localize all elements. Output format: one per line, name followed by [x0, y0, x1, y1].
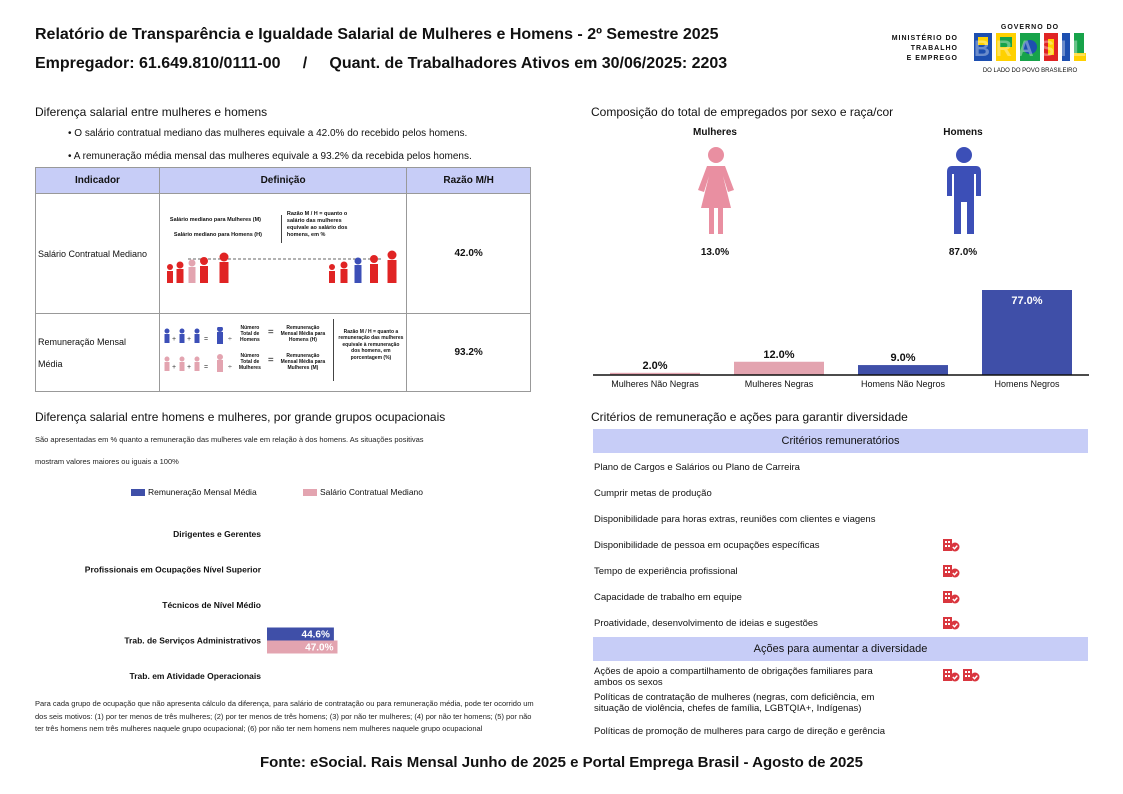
- salary-gap-title: Diferença salarial entre mulheres e homens: [35, 105, 268, 119]
- occupational-bar-chart: [30, 518, 530, 688]
- occupational-bar-label: 47.0%: [305, 642, 334, 654]
- company-check-icon: [942, 538, 960, 552]
- svg-text:+: +: [186, 335, 191, 343]
- composition-category-label: Homens Negros: [994, 379, 1060, 389]
- women-label: Mulheres: [693, 127, 737, 138]
- svg-text:=: =: [203, 335, 208, 343]
- bullet-remuneration: • A remuneração média mensal das mulheres equivale a 93.2% da recebida pelos homens.: [68, 151, 472, 162]
- occupational-footnote: Para cada grupo de ocupação que não apresenta cálculo da diferença, para salário de contratação ou para remuneração média, pode ter ocorrido um dos seis motivos: (1) por ter menos de três mulheres; (2) por ter menos de três homens; (3) por não ter mulheres; (4) por não ter homens; (5) por não ter três homens nem três mulheres naquele grupo ocupacional; (6) por não ter nem homens nem mulheres naquele grupo ocupacional: [35, 699, 534, 733]
- criteria-item: Disponibilidade para horas extras, reuniões com clientes e viagens: [594, 514, 876, 525]
- svg-text:+: +: [186, 363, 191, 371]
- company-check-icon: [942, 668, 960, 682]
- criteria-item: Capacidade de trabalho em equipe: [594, 592, 742, 603]
- composition-title: Composição do total de empregados por sexo e raça/cor: [591, 105, 894, 119]
- indicator-contract: Salário Contratual Mediano: [36, 194, 160, 314]
- company-check-icon: [942, 590, 960, 604]
- company-check-icon: [962, 668, 980, 682]
- composition-bar-chart: [593, 285, 1089, 395]
- svg-text:÷: ÷: [227, 363, 232, 371]
- ratio-contract: 42.0%: [407, 194, 531, 314]
- svg-text:+: +: [171, 363, 176, 371]
- legend-contract: Salário Contratual Mediano: [303, 487, 423, 497]
- occupational-category-label: Trab. em Atividade Operacionais: [129, 671, 261, 681]
- gov-brasil-name: BRASIL: [974, 36, 1092, 61]
- criteria-title: Critérios de remuneração e ações para garantir diversidade: [591, 410, 908, 424]
- composition-svg: [593, 285, 1089, 395]
- composition-bar-label: 77.0%: [1011, 295, 1043, 307]
- men-label: Homens: [943, 127, 983, 138]
- occupational-bar-label: 44.6%: [301, 629, 330, 641]
- criteria-icons: [942, 590, 960, 604]
- ratio-remuneration: 93.2%: [407, 314, 531, 392]
- legend-remuneration-swatch: [131, 489, 145, 496]
- indicator-table: [35, 167, 531, 392]
- criteria-item: Plano de Cargos e Salários ou Plano de Carreira: [594, 462, 800, 473]
- report-title: Relatório de Transparência e Igualdade Salarial de Mulheres e Homens - 2º Semestre 2025: [35, 26, 719, 43]
- header-ratio: Razão M/H: [407, 168, 531, 194]
- employer-line: Empregador: 61.649.810/0111-00 / Quant. de Trabalhadores Ativos em 30/06/2025: 2203: [35, 55, 728, 72]
- company-check-icon: [942, 616, 960, 630]
- woman-icon: [695, 146, 737, 236]
- indicator-remuneration: Remuneração Mensal Média: [36, 314, 160, 392]
- bullet-contract: • O salário contratual mediano das mulheres equivale a 42.0% do recebido pelos homens.: [68, 128, 468, 139]
- legend-contract-swatch: [303, 489, 317, 496]
- header-definition: Definição: [159, 168, 406, 194]
- action-item: Políticas de promoção de mulheres para cargo de direção e gerência: [594, 726, 885, 737]
- occupational-title: Diferença salarial entre homens e mulheres, por grande grupos ocupacionais: [35, 410, 446, 424]
- legend-remuneration: Remuneração Mensal Média: [131, 487, 257, 497]
- occupational-category-label: Técnicos de Nível Médio: [162, 600, 261, 610]
- composition-bar-label: 12.0%: [763, 348, 795, 361]
- svg-text:+: +: [171, 335, 176, 343]
- composition-bar-label: 2.0%: [642, 359, 668, 372]
- criteria-icons: [942, 564, 960, 578]
- occupational-category-label: Dirigentes e Gerentes: [173, 529, 261, 539]
- composition-category-label: Homens Não Negros: [860, 379, 946, 389]
- criteria-item: Tempo de experiência profissional: [594, 566, 738, 577]
- occupational-svg: [30, 518, 530, 688]
- man-icon: [943, 146, 985, 236]
- occupational-note-1: São apresentadas em % quanto a remuneração das mulheres vale em relação à dos homens. As situações positivas: [35, 435, 424, 444]
- occupational-category-label: Trab. de Serviços Administrativos: [124, 635, 261, 646]
- criteria-header: Critérios remuneratórios: [593, 429, 1088, 453]
- criteria-icons: [942, 616, 960, 630]
- people-median-icon: [162, 247, 406, 287]
- men-pct: 87.0%: [948, 247, 978, 258]
- actions-header: Ações para aumentar a diversidade: [593, 637, 1088, 661]
- composition-category-label: Mulheres Negras: [744, 379, 814, 389]
- header-indicator: Indicador: [36, 168, 160, 194]
- action-item: Políticas de contratação de mulheres (negras, com deficiência, em situação de violência, chefes de família, LGBTQIA+, Indígenas): [594, 692, 875, 714]
- source-footer: Fonte: eSocial. Rais Mensal Junho de 2025 e Portal Emprega Brasil - Agosto de 2025: [260, 754, 863, 771]
- company-check-icon: [942, 564, 960, 578]
- criteria-item: Proatividade, desenvolvimento de ideias e sugestões: [594, 618, 818, 629]
- criteria-icons: [942, 538, 960, 552]
- gov-brasil-logo: GOVERNO DO BRASIL DO LADO DO POVO BRASILEIRO: [974, 24, 1092, 74]
- occupational-category-label: Profissionais em Ocupações Nível Superior: [84, 564, 261, 575]
- people-sum-icon: [162, 327, 234, 383]
- composition-bar-label: 9.0%: [890, 352, 916, 365]
- svg-text:÷: ÷: [227, 335, 232, 343]
- women-pct: 13.0%: [700, 247, 730, 258]
- criteria-item: Disponibilidade de pessoa em ocupações específicas: [594, 540, 820, 551]
- ministry-logo-text: MINISTÉRIO DO TRABALHO E EMPREGO: [891, 35, 958, 62]
- criteria-icons: [942, 668, 980, 682]
- action-item: Ações de apoio a compartilhamento de obrigações familiares para ambos os sexos: [594, 666, 873, 688]
- composition-bar: [858, 365, 948, 375]
- composition-category-label: Mulheres Não Negras: [611, 379, 699, 389]
- occupational-note-2: mostram valores maiores ou iguais a 100%: [35, 457, 179, 466]
- definition-remuneration: + + = + + = ÷ ÷ Número Total de Homens = Remuneração Mensal Média para Homens (H) Número Total de Mulheres = Remuneração Mensal Média para Mulheres (M) Razão M / H = quanto a remuneração das mulheres equivale à remuneração dos homens, em porcentagem (%): [159, 314, 406, 392]
- definition-contract: Salário mediano para Mulheres (M) Salário mediano para Homens (H) Razão M / H = quanto o salário das mulheres equivale ao salário dos homens, em %: [159, 194, 406, 314]
- composition-bar: [734, 362, 824, 375]
- criteria-item: Cumprir metas de produção: [594, 488, 712, 499]
- svg-text:=: =: [203, 363, 208, 371]
